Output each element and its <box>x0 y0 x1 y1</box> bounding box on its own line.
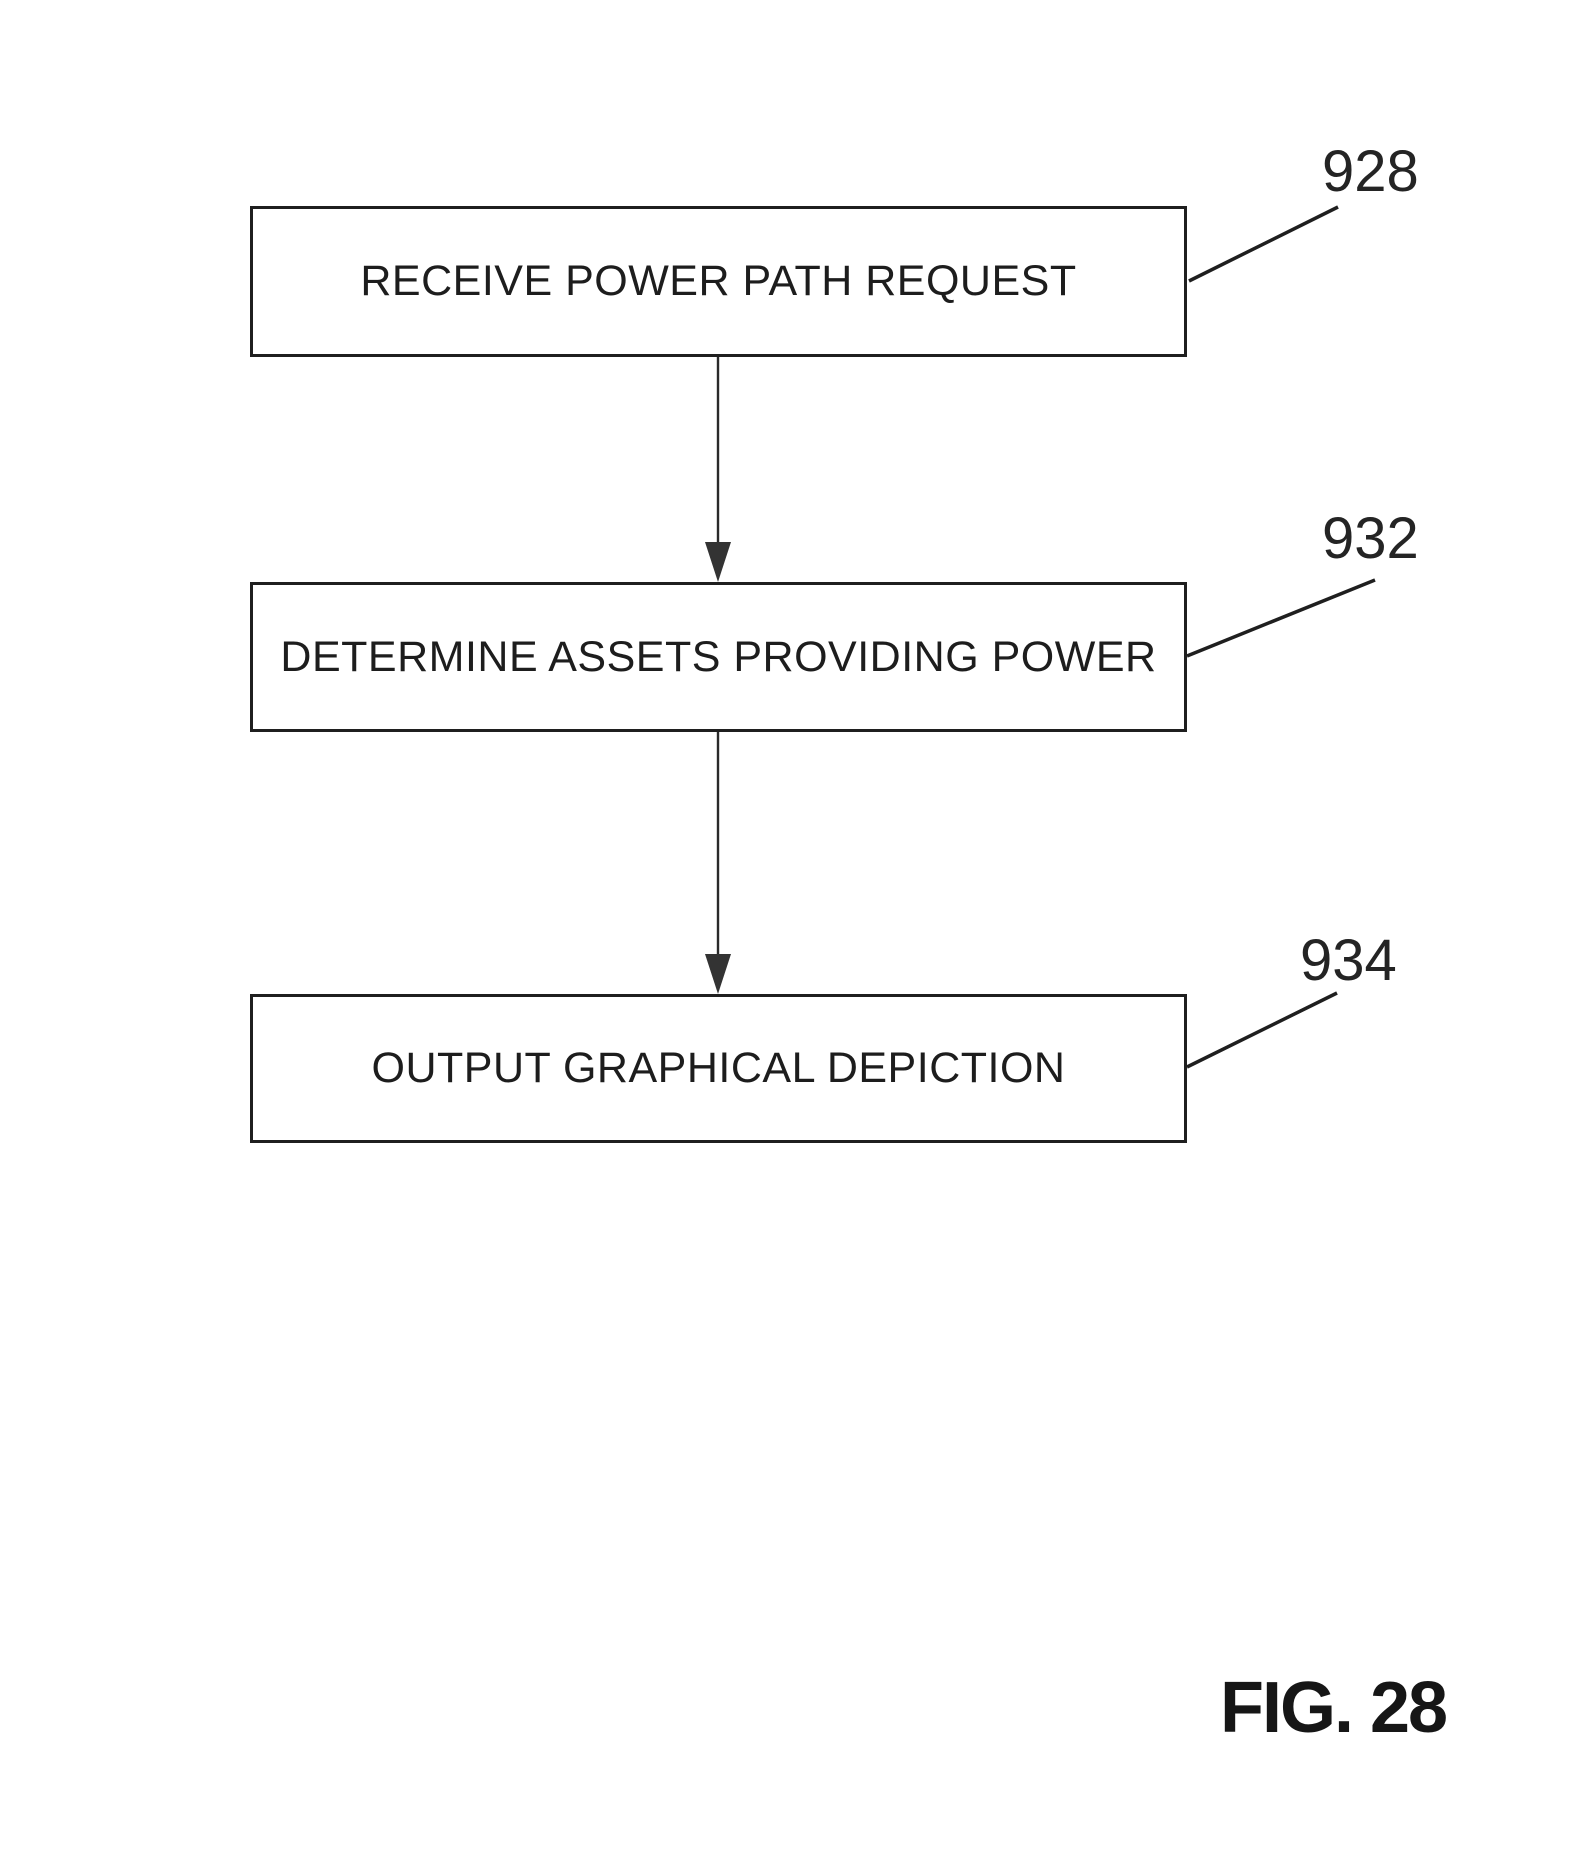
flow-arrow-1 <box>705 357 731 582</box>
arrowhead-icon <box>705 542 731 582</box>
leader-line-928 <box>1189 207 1338 281</box>
figure-caption: FIG. 28 <box>1220 1668 1447 1748</box>
flow-step-box-determine-assets-providing-power <box>250 582 1187 732</box>
leader-line-934 <box>1187 993 1337 1067</box>
arrowhead-icon <box>705 954 731 994</box>
flow-arrow-2 <box>705 732 731 994</box>
flow-step-label: OUTPUT GRAPHICAL DEPICTION <box>371 1044 1066 1092</box>
flow-step-box-output-graphical-depiction <box>250 994 1187 1143</box>
leader-line-932 <box>1187 580 1375 656</box>
flow-step-label: DETERMINE ASSETS PROVIDING POWER <box>280 632 1157 681</box>
flow-step-box-receive-power-path-request <box>250 206 1187 357</box>
ref-numeral-928: 928 <box>1322 139 1419 204</box>
flow-step-label: RECEIVE POWER PATH REQUEST <box>360 257 1077 305</box>
ref-numeral-934: 934 <box>1300 928 1397 993</box>
ref-numeral-932: 932 <box>1322 506 1419 571</box>
